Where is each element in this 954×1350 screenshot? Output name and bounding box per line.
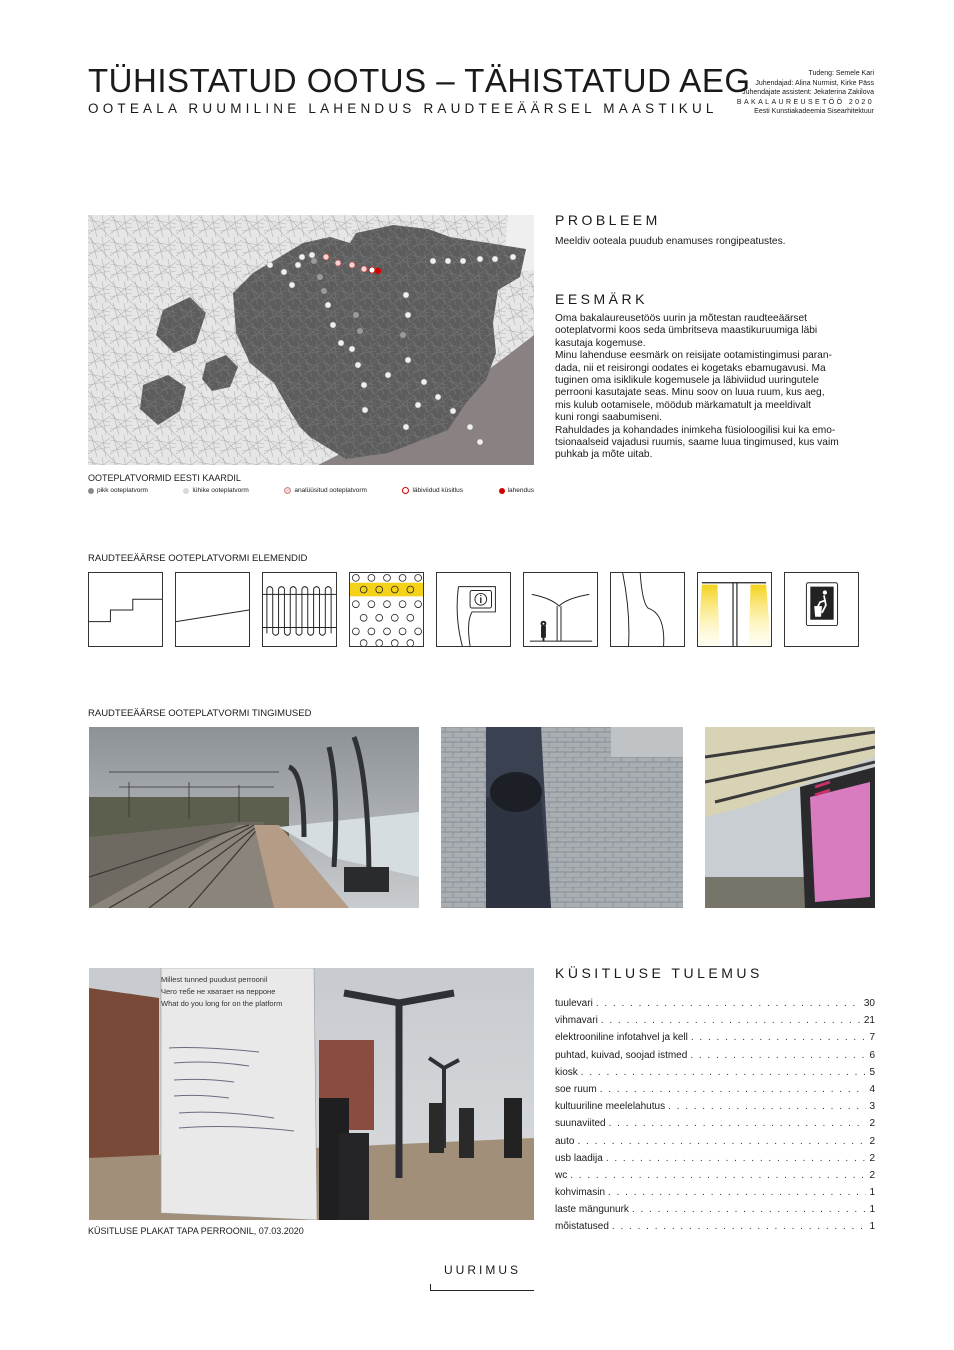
result-label: soe ruum xyxy=(555,1083,597,1095)
goal-line: Rahuldades ja kohandades inimkeha füsioloogilisi kui ka emo- xyxy=(555,424,836,436)
legend-item-analysed xyxy=(284,487,367,494)
result-label: usb laadija xyxy=(555,1152,603,1164)
survey-results-heading: KÜSITLUSE TULEMUS xyxy=(555,965,763,981)
result-row xyxy=(555,1084,875,1101)
result-label: kultuuriline meelelahutus xyxy=(555,1101,666,1113)
result-label: kohvimasin xyxy=(555,1187,606,1199)
ramp-icon xyxy=(175,572,250,647)
legend-dot-analysed xyxy=(284,487,291,494)
result-label: elektrooniline infotahvel ja kell xyxy=(555,1032,688,1044)
result-label: kiosk xyxy=(555,1066,578,1078)
result-value: 6 xyxy=(869,1049,875,1061)
result-value: 2 xyxy=(869,1118,875,1130)
result-label: vihmavari xyxy=(555,1015,598,1027)
supervisors-line: Juhendajad: Alina Nurmist, Kirke Päss xyxy=(755,79,874,87)
problem-heading: PROBLEEM xyxy=(555,212,661,228)
result-row xyxy=(555,1101,875,1118)
result-value: 3 xyxy=(869,1101,875,1113)
goal-heading: EESMÄRK xyxy=(555,291,648,307)
result-value: 2 xyxy=(869,1169,875,1181)
result-label: auto xyxy=(555,1135,575,1147)
result-value: 1 xyxy=(869,1187,875,1199)
result-value: 4 xyxy=(869,1083,875,1095)
goal-line: tuginen oma isiklikule kogemusele ja läbiviidud uuringutele xyxy=(555,375,819,387)
poster-subtitle: OOTEALA RUUMILINE LAHENDUS RAUDTEEÄÄRSEL MAASTIKUL xyxy=(88,101,718,116)
shelter-photo xyxy=(705,727,875,908)
lighting-icon xyxy=(697,572,772,647)
author-info xyxy=(614,69,874,117)
goal-line: kuni rongi saabumiseni. xyxy=(555,412,663,424)
result-row xyxy=(555,1136,875,1153)
poster-line-ru: Чего тебе не хватает на перроне xyxy=(161,987,276,996)
survey-results-list xyxy=(555,998,875,1239)
legend-dot-short xyxy=(183,488,189,494)
elements-heading: RAUDTEEÄÄRSE OOTEPLATVORMI ELEMENDID xyxy=(88,553,308,564)
result-label: mõistatused xyxy=(555,1221,609,1233)
legend-label-survey: läbiviidud küsitlus xyxy=(412,487,464,494)
poster-line-et: Millest tunned puudust perroonil xyxy=(161,975,268,984)
result-row xyxy=(555,1204,875,1221)
map-caption: OOTEPLATVORMID EESTI KAARDIL xyxy=(88,473,241,483)
goal-line: tsionaalseid vajadusi ruumis, saame luua tingimused, kus vaim xyxy=(555,437,839,449)
estonia-map xyxy=(88,215,534,465)
result-row xyxy=(555,1032,875,1049)
result-value: 2 xyxy=(869,1135,875,1147)
result-value: 7 xyxy=(869,1032,875,1044)
goal-line: mis kulub ootamisele, möödub märkamatult ja meeldivalt xyxy=(555,399,811,411)
goal-line: puhkab ja mõte uitab. xyxy=(555,449,653,461)
result-label: tuulevari xyxy=(555,998,593,1009)
result-row xyxy=(555,1118,875,1135)
survey-photo-caption: KÜSITLUSE PLAKAT TAPA PERROONIL, 07.03.2020 xyxy=(88,1226,304,1236)
poster-title: TÜHISTATUD OOTUS – TÄHISTATUD AEG xyxy=(88,62,751,99)
result-label: puhtad, kuivad, soojad istmed xyxy=(555,1049,688,1061)
bench-photo xyxy=(441,727,683,908)
map-legend xyxy=(88,487,534,494)
result-row xyxy=(555,1187,875,1204)
elements-icon-row xyxy=(88,572,859,647)
result-value: 1 xyxy=(869,1221,875,1233)
info-board-icon xyxy=(436,572,511,647)
legend-label-solution: lahendus xyxy=(507,487,534,494)
railing-icon xyxy=(262,572,337,647)
legend-label-long: pikk ooteplatvorm xyxy=(97,487,148,494)
stairs-icon xyxy=(88,572,163,647)
result-label: suunaviited xyxy=(555,1118,606,1130)
goal-line: Oma bakalaureusetöös uurin ja mõtestan raudteeäärset xyxy=(555,313,808,324)
goal-line: kasutaja kogemuse. xyxy=(555,337,646,349)
survey-poster-photo xyxy=(89,968,534,1220)
result-value: 1 xyxy=(869,1204,875,1216)
legend-label-short: lühike ooteplatvorm xyxy=(192,487,249,494)
result-label: laste mängunurk xyxy=(555,1204,629,1216)
result-value: 2 xyxy=(869,1152,875,1164)
poster-question xyxy=(161,974,282,1010)
result-row xyxy=(555,1153,875,1170)
legend-item-solution xyxy=(499,487,534,494)
goal-line: dada, nii et reisirongi oodates ei kogetaks ebamugavusi. Ma xyxy=(555,362,826,374)
footer-rule xyxy=(430,1290,534,1291)
result-row xyxy=(555,1067,875,1084)
student-line: Tudeng: Semele Kari xyxy=(808,70,874,77)
bench-backrest-icon xyxy=(610,572,685,647)
school-line: Eesti Kunstiakadeemia Sisearhitektuur xyxy=(754,108,874,116)
result-row xyxy=(555,1050,875,1067)
conditions-heading: RAUDTEEÄÄRSE OOTEPLATVORMI TINGIMUSED xyxy=(88,708,312,719)
result-value: 5 xyxy=(869,1066,875,1078)
legend-item-short xyxy=(183,487,248,494)
legend-dot-solution xyxy=(499,488,505,494)
result-label: wc xyxy=(555,1169,568,1181)
goal-line: ooteplatvormi koos seda ümbritseva maastikuruumiga läbi xyxy=(555,325,818,337)
legend-item-long xyxy=(88,487,148,494)
trash-bin-icon xyxy=(784,572,859,647)
section-label-research: UURIMUS xyxy=(444,1263,521,1277)
result-value: 30 xyxy=(863,998,875,1009)
poster-line-en: What do you long for on the platform xyxy=(161,999,283,1008)
legend-label-analysed: analüüsitud ooteplatvorm xyxy=(294,487,367,494)
thesis-line: BAKALAUREUSETÖÖ 2020 xyxy=(736,98,874,106)
legend-item-survey xyxy=(402,487,463,494)
goal-line: Minu lahenduse eesmärk on reisijate ootamistingimusi paran- xyxy=(555,350,832,362)
result-row xyxy=(555,1221,875,1238)
goal-text xyxy=(555,313,885,462)
assistant-line: Juhendajate assistent: Jekaterina Zakilova xyxy=(742,89,874,97)
canopy-icon xyxy=(523,572,598,647)
tactile-paving-icon xyxy=(349,572,424,647)
result-row xyxy=(555,998,875,1015)
result-row xyxy=(555,1015,875,1032)
legend-dot-long xyxy=(88,488,94,494)
problem-text: Meeldiv ooteala puudub enamuses rongipeatustes. xyxy=(555,236,786,247)
goal-line: perrooni kasutajate seas. Minu soov on luua ruum, kus aeg, xyxy=(555,387,825,399)
result-value: 21 xyxy=(863,1015,875,1027)
platform-photo xyxy=(89,727,419,908)
legend-dot-survey xyxy=(402,487,409,494)
result-row xyxy=(555,1170,875,1187)
